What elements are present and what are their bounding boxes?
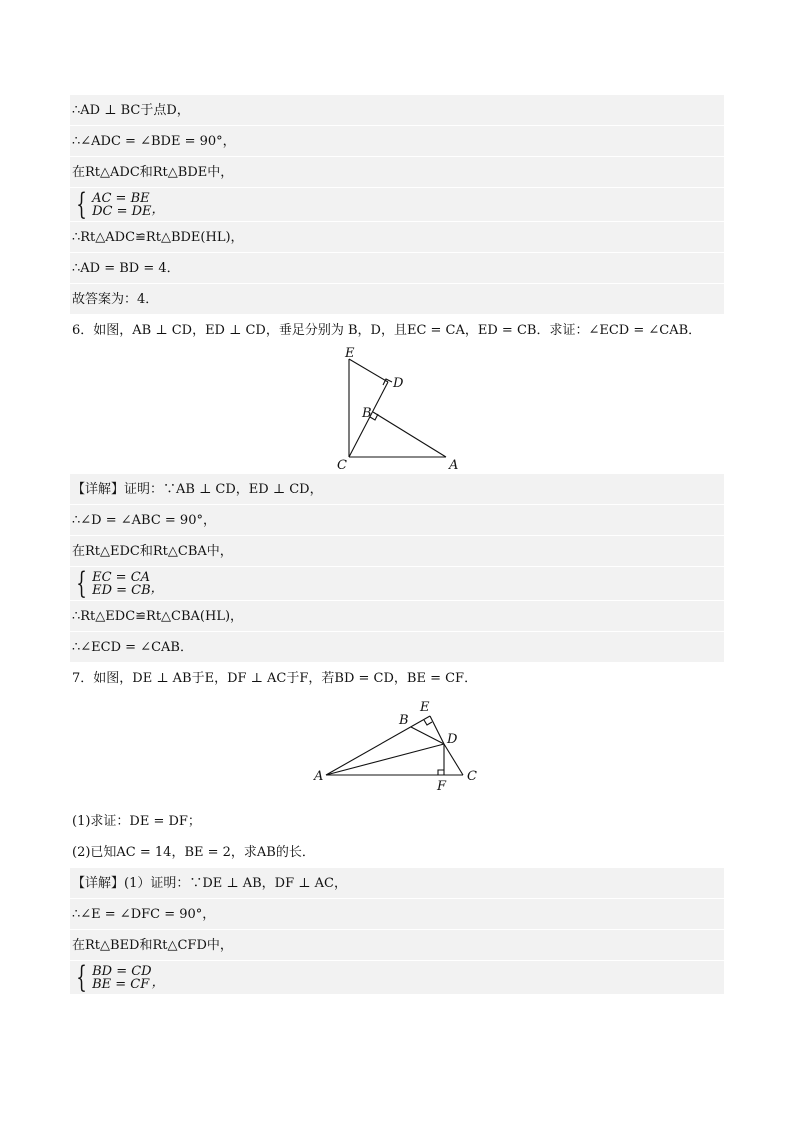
solution-line: ∴Rt△ADC≌Rt△BDE(HL)， [70, 222, 724, 253]
solution-line: 故答案为：4． [70, 284, 724, 315]
label-D: D [393, 376, 404, 391]
solution-block-q6 [70, 474, 724, 663]
geometry-figure-q6 [70, 346, 724, 474]
system-row: AC = BE [92, 190, 150, 206]
label-B: B [362, 406, 372, 421]
solution-line: 【详解】(1）证明：∵DE ⊥ AB，DF ⊥ AC， [70, 868, 724, 899]
solution-line: ∴AD ⊥ BC于点D， [70, 95, 724, 126]
solution-line: ∴∠ECD = ∠CAB． [70, 632, 724, 663]
left-brace-icon: { [76, 186, 87, 222]
left-brace-icon: { [76, 565, 87, 601]
system-tail: ， [151, 975, 165, 990]
solution-line: ∴∠ADC = ∠BDE = 90°， [70, 126, 724, 157]
system-tail: ， [151, 202, 165, 217]
system-tail: ， [150, 581, 164, 596]
figure-q6 [70, 346, 724, 474]
system-row: BD = CD [92, 963, 152, 979]
label-C: C [467, 769, 477, 784]
solution-block-q7 [70, 868, 724, 995]
system-row: EC = CA [92, 569, 151, 585]
solution-line: 在Rt△EDC和Rt△CBA中， [70, 536, 724, 567]
question-7-part-2: (2)已知AC = 14，BE = 2，求AB的长． [72, 845, 315, 860]
solution-block-q5 [70, 95, 724, 315]
label-F: F [437, 779, 447, 794]
figure-q7 [70, 694, 724, 806]
question-7: 7．如图，DE ⊥ AB于E，DF ⊥ AC于F，若BD = CD，BE = CF． [72, 671, 478, 686]
solution-line: ∴AD = BD = 4． [70, 253, 724, 284]
label-B: B [399, 713, 409, 728]
label-A: A [314, 769, 324, 784]
left-brace-icon: { [76, 959, 87, 995]
label-A: A [449, 458, 459, 473]
equation-system [70, 961, 724, 995]
geometry-figure-q7 [70, 694, 724, 806]
label-C: C [337, 458, 347, 473]
solution-line: 【详解】证明：∵AB ⊥ CD，ED ⊥ CD， [70, 474, 724, 505]
label-D: D [447, 732, 458, 747]
solution-line: ∴Rt△EDC≌Rt△CBA(HL)， [70, 601, 724, 632]
label-E: E [420, 700, 430, 715]
document-page [70, 95, 724, 995]
solution-line: ∴∠D = ∠ABC = 90°， [70, 505, 724, 536]
label-E: E [345, 346, 355, 361]
equation-system [70, 567, 724, 601]
solution-line: ∴∠E = ∠DFC = 90°， [70, 899, 724, 930]
question-7-part-1: (1)求证：DE = DF； [72, 814, 201, 829]
system-row: BE = CF [92, 976, 150, 992]
solution-line: 在Rt△BED和Rt△CFD中， [70, 930, 724, 961]
system-row: DC = DE [92, 203, 152, 219]
question-6: 6．如图，AB ⊥ CD，ED ⊥ CD，垂足分别为 B，D，且EC = CA，ED = CB．求证：∠ECD = ∠CAB． [72, 323, 702, 338]
solution-line: 在Rt△ADC和Rt△BDE中， [70, 157, 724, 188]
system-row: ED = CB [92, 582, 151, 598]
equation-system [70, 188, 724, 222]
